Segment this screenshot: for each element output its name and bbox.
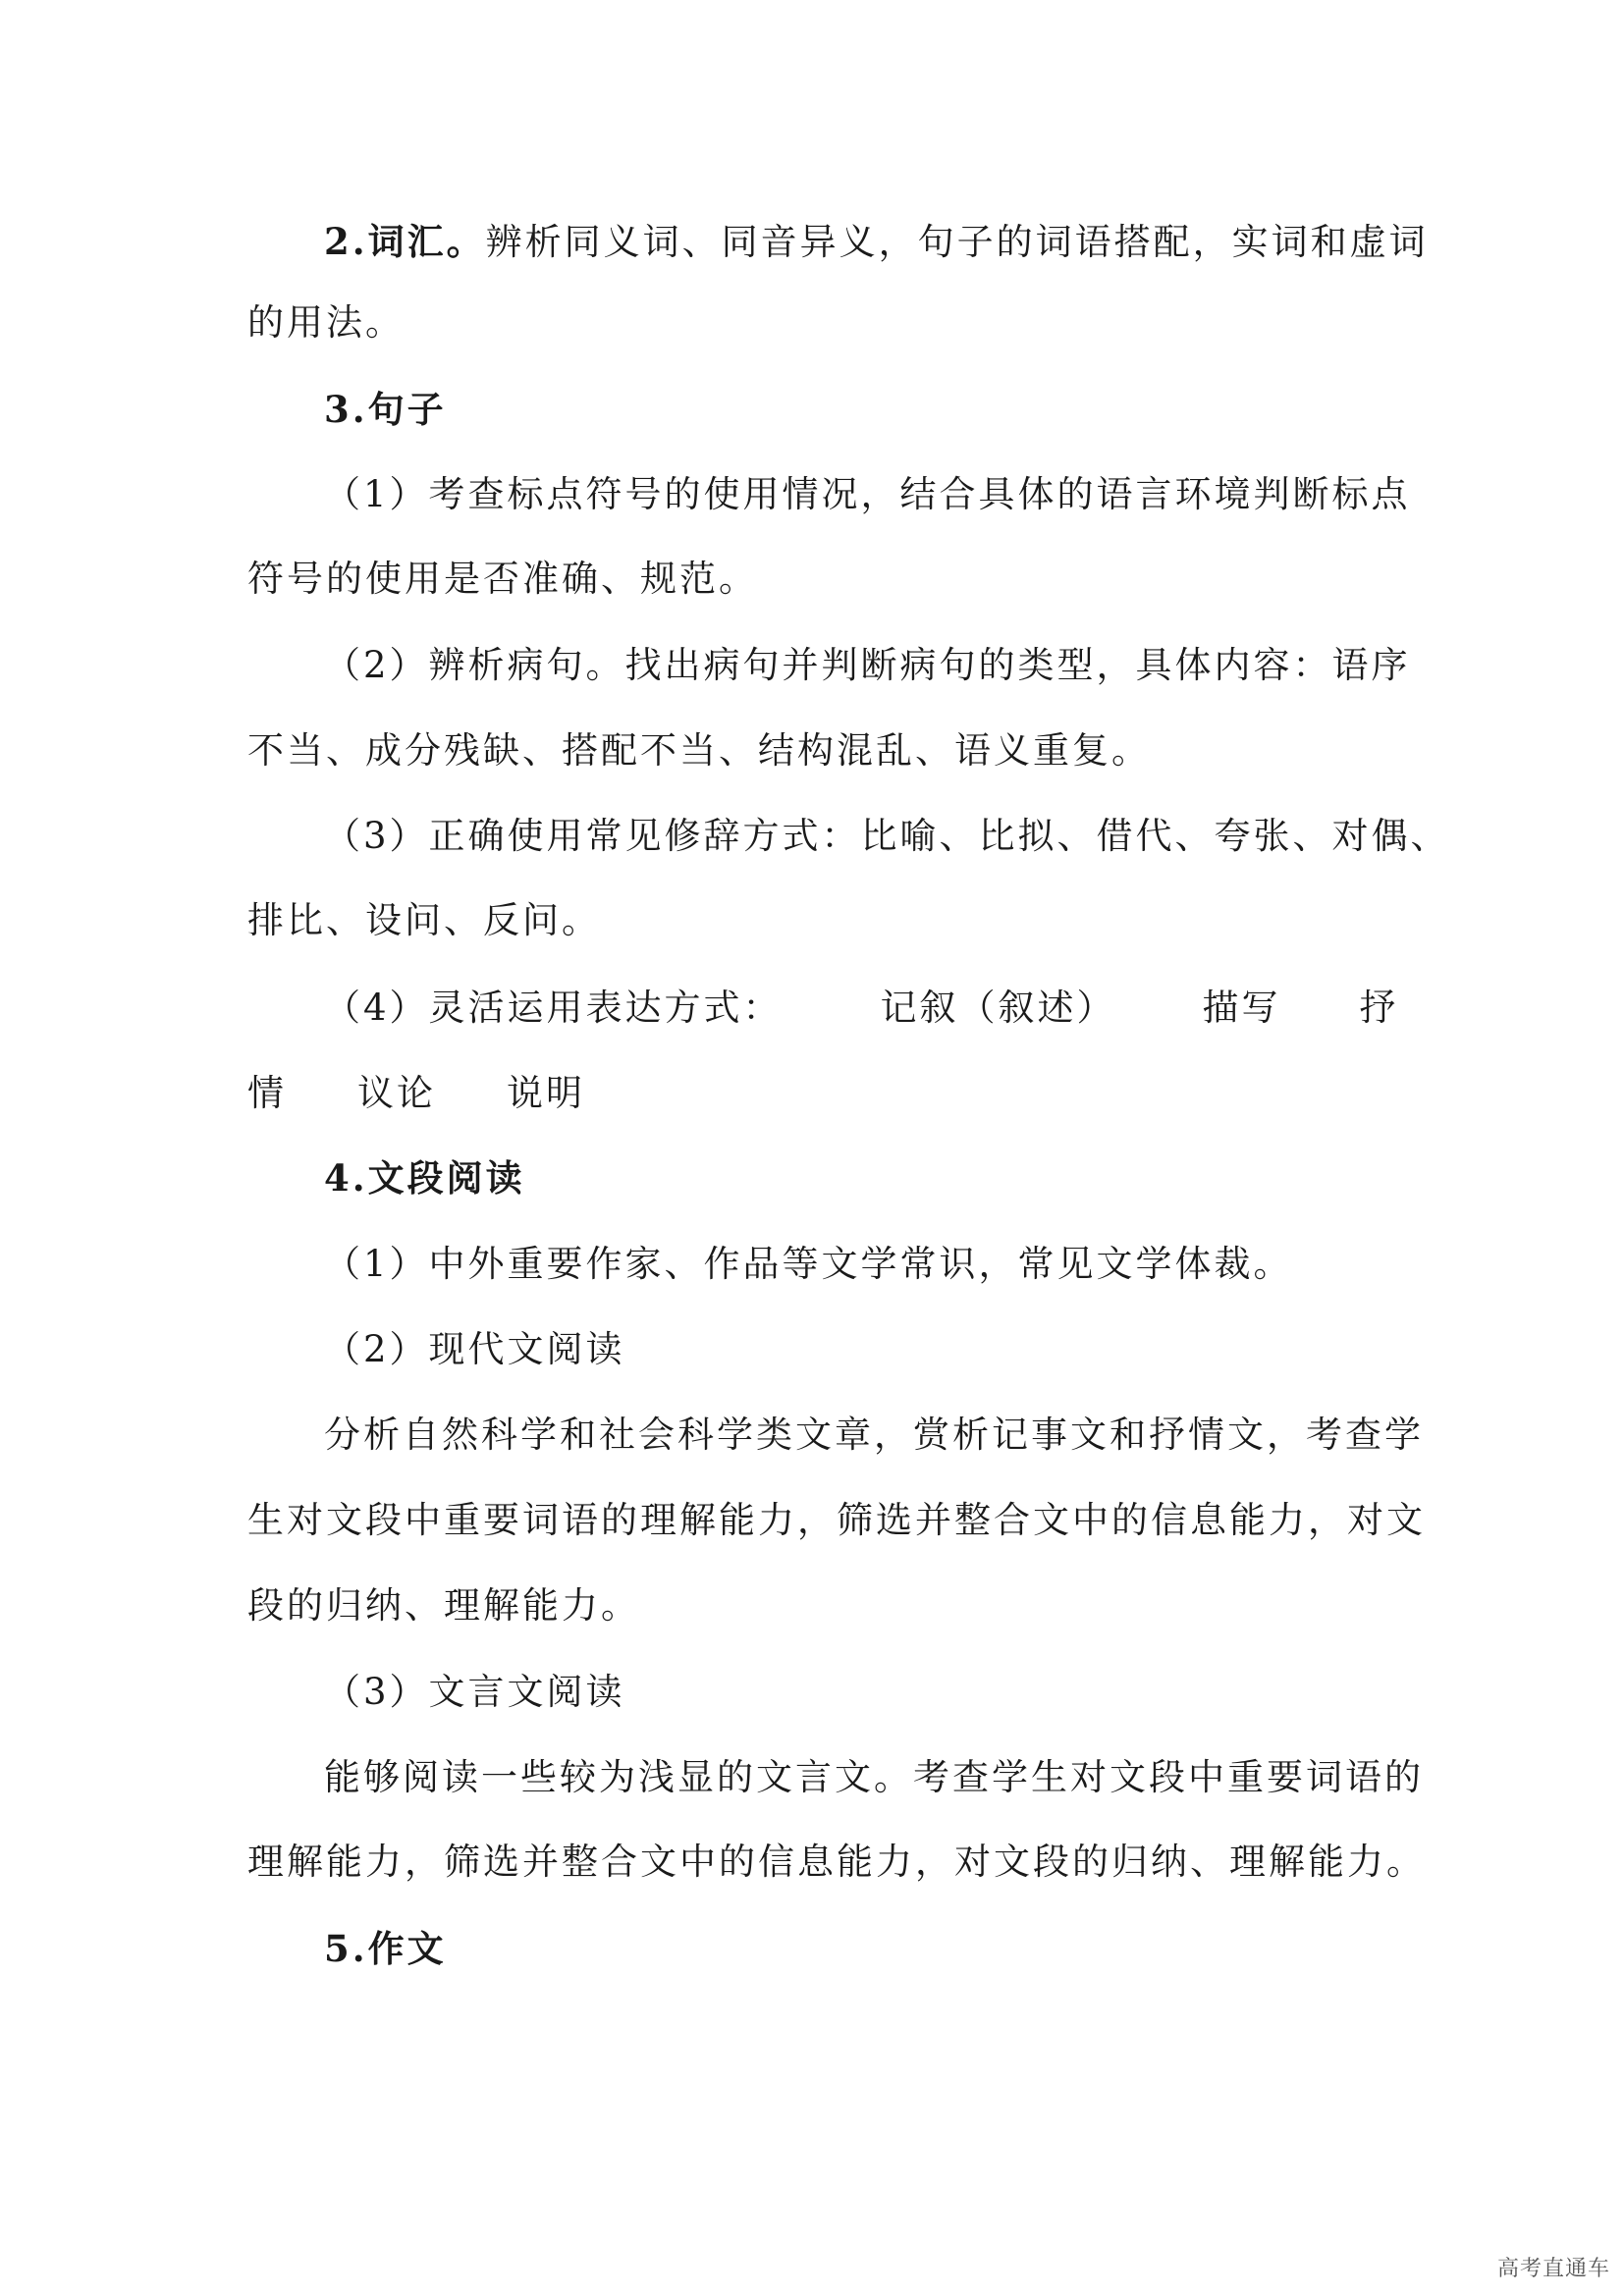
reading-item-3-line-2: 理解能力，筛选并整合文中的信息能力，对文段的归纳、理解能力。 (247, 1841, 1426, 1883)
sentences-item-2-line-1: （2）辨析病句。找出病句并判断病句的类型，具体内容：语序 (324, 644, 1411, 686)
vocab-line-2: 的用法。 (247, 301, 405, 344)
expression-lyric-part-2: 情 (247, 1072, 287, 1114)
sentences-item-1-line-1: （1）考查标点符号的使用情况，结合具体的语言环境判断标点 (324, 473, 1411, 515)
reading-item-2-line-3: 段的归纳、理解能力。 (247, 1584, 640, 1627)
reading-item-3-title: （3）文言文阅读 (324, 1671, 625, 1713)
vocab-line-1 (324, 218, 1429, 266)
reading-item-3-line-1: 能够阅读一些较为浅显的文言文。考查学生对文段中重要词语的 (324, 1756, 1424, 1798)
expression-lyric-part-1: 抒 (1359, 987, 1399, 1029)
section-heading-essay: 5.作文 (324, 1927, 447, 1970)
section-heading-sentences: 3.句子 (324, 388, 447, 431)
expression-exposition: 说明 (507, 1072, 585, 1114)
sentences-item-4-line-1 (324, 985, 1399, 1032)
reading-item-2-line-2: 生对文段中重要词语的理解能力，筛选并整合文中的信息能力，对文 (247, 1499, 1426, 1541)
section-heading-reading: 4.文段阅读 (324, 1156, 525, 1200)
sentences-item-1-line-2: 符号的使用是否准确、规范。 (247, 558, 758, 600)
vocab-number: 2. (324, 220, 368, 263)
sentences-item-4-line-2 (247, 1070, 585, 1117)
vocab-heading: 词汇。 (367, 220, 486, 263)
reading-item-2-line-1: 分析自然科学和社会科学类文章，赏析记事文和抒情文，考查学 (324, 1414, 1424, 1456)
expression-description: 描写 (1202, 987, 1281, 1029)
expression-intro: （4）灵活运用表达方式： (324, 987, 783, 1029)
watermark-text: 高考直通车 (1496, 2257, 1610, 2281)
sentences-item-2-line-2: 不当、成分残缺、搭配不当、结构混乱、语义重复。 (247, 729, 1151, 772)
sentences-item-3-line-1: （3）正确使用常见修辞方式：比喻、比拟、借代、夸张、对偶、 (324, 815, 1450, 857)
reading-item-2-title: （2）现代文阅读 (324, 1328, 625, 1370)
vocab-text: 辨析同义词、同音异义，句子的词语搭配，实词和虚词 (485, 221, 1429, 263)
sentences-item-3-line-2: 排比、设问、反问。 (247, 899, 601, 941)
reading-item-1: （1）中外重要作家、作品等文学常识，常见文学体裁。 (324, 1243, 1293, 1285)
expression-argument: 议论 (357, 1072, 436, 1114)
expression-narration: 记叙（叙述） (880, 987, 1116, 1029)
